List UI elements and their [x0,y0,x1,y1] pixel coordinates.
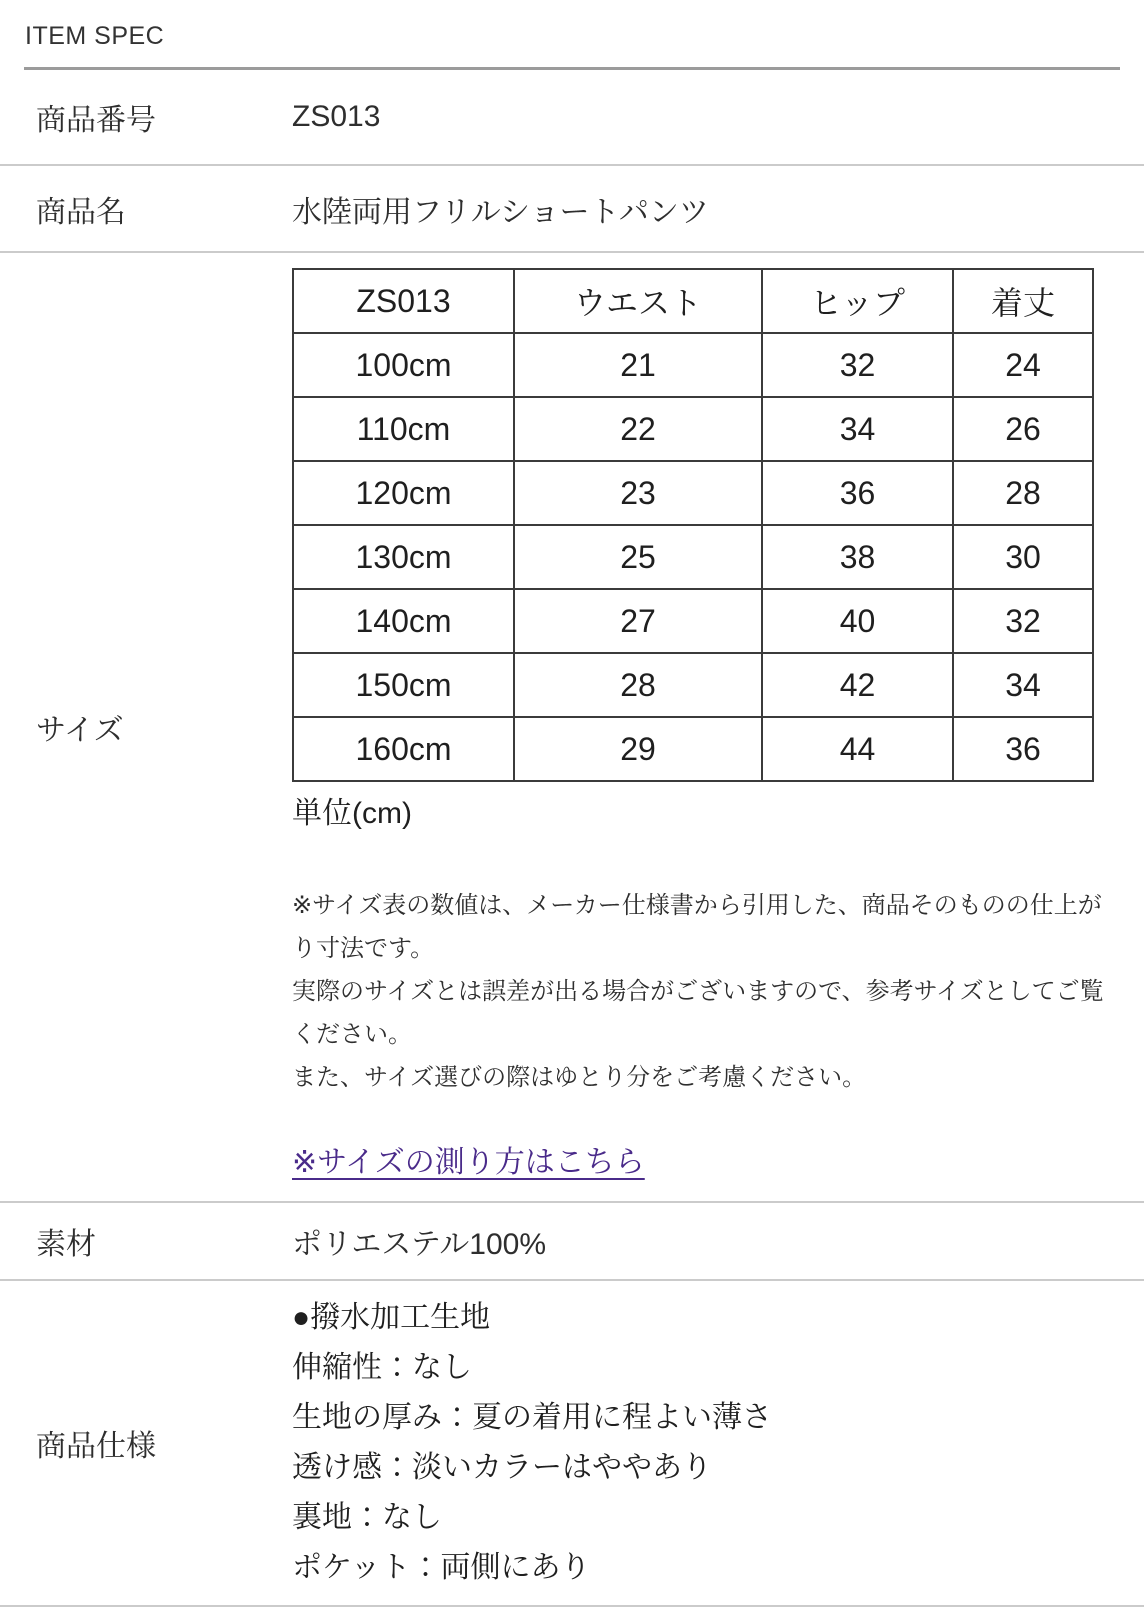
table-row [293,461,1093,525]
size-cell: 150cm [293,653,514,717]
table-row [293,717,1093,781]
length-cell: 32 [953,589,1093,653]
material-value: ポリエステル100% [292,1228,547,1261]
item-number-row [0,70,1144,166]
page-title: ITEM SPEC [25,22,165,50]
length-cell: 34 [953,653,1093,717]
spec-line: ポケット：両側にあり [292,1551,591,1584]
hip-cell: 32 [762,333,953,397]
table-row [293,653,1093,717]
size-chart-table [292,268,1094,782]
size-cell: 130cm [293,525,514,589]
product-spec-row [0,1281,1144,1607]
waist-cell: 22 [514,397,762,461]
waist-cell: 28 [514,653,762,717]
size-cell: 160cm [293,717,514,781]
unit-note: 単位(cm) [292,797,412,830]
hip-cell: 36 [762,461,953,525]
item-name-value: 水陸両用フリルショートパンツ [292,195,709,229]
hip-cell: 42 [762,653,953,717]
product-spec-content [292,1281,1120,1605]
hip-cell: 40 [762,589,953,653]
waist-cell: 21 [514,333,762,397]
length-cell: 28 [953,461,1093,525]
item-number-label: 商品番号 [36,104,156,137]
item-number-value: ZS013 [292,100,381,133]
size-cell: 110cm [293,397,514,461]
product-spec-label: 商品仕様 [36,1430,156,1463]
spec-line: 裏地：なし [292,1501,442,1534]
size-note-line: また、サイズ選びの際はゆとり分をご考慮ください。 [292,1064,867,1091]
item-name-label: 商品名 [36,195,126,229]
size-note-line: ※サイズ表の数値は、メーカー仕様書から引用した、商品そのものの仕上がり寸法です。 [292,892,1102,962]
spec-line: ●撥水加工生地 [292,1301,491,1334]
size-note-line: 実際のサイズとは誤差が出る場合がございますので、参考サイズとしてご覧ください。 [292,978,1104,1048]
size-notes [292,884,1120,1099]
size-table-header-model: ZS013 [293,269,514,333]
size-label: サイズ [36,714,124,747]
size-table-header-hip: ヒップ [762,269,953,333]
spec-line: 生地の厚み：夏の着用に程よい薄さ [292,1401,772,1434]
spec-line: 伸縮性：なし [292,1351,472,1384]
table-row [293,397,1093,461]
hip-cell: 34 [762,397,953,461]
waist-cell: 27 [514,589,762,653]
waist-cell: 29 [514,717,762,781]
size-cell: 120cm [293,461,514,525]
size-table-header-length: 着丈 [953,269,1093,333]
material-row [0,1203,1144,1281]
size-table-header-waist: ウエスト [514,269,762,333]
table-row [293,525,1093,589]
waist-cell: 25 [514,525,762,589]
waist-cell: 23 [514,461,762,525]
size-table-header-row [293,269,1093,333]
hip-cell: 44 [762,717,953,781]
length-cell: 24 [953,333,1093,397]
material-label: 素材 [36,1228,96,1261]
length-cell: 26 [953,397,1093,461]
size-cell: 140cm [293,589,514,653]
spec-line: 透け感：淡いカラーはややあり [292,1451,712,1484]
length-cell: 30 [953,525,1093,589]
length-cell: 36 [953,717,1093,781]
hip-cell: 38 [762,525,953,589]
size-measure-link[interactable]: ※サイズの測り方はこちら [292,1146,645,1179]
size-content [292,253,1120,1201]
size-row [0,253,1144,1203]
table-row [293,333,1093,397]
size-cell: 100cm [293,333,514,397]
table-row [293,589,1093,653]
item-name-row [0,166,1144,253]
